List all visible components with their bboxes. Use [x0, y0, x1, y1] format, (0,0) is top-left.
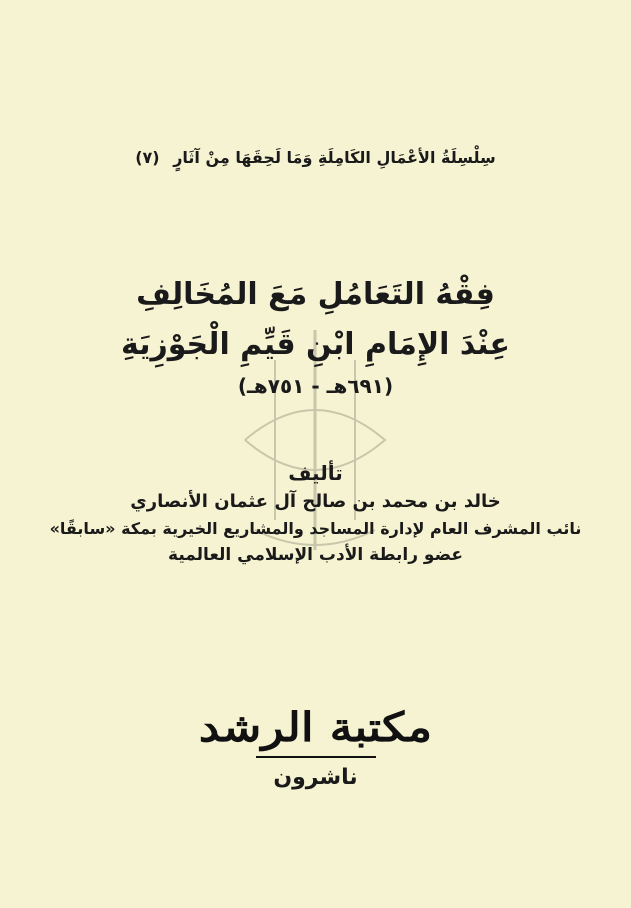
book-title	[0, 270, 631, 402]
author-info	[0, 458, 631, 568]
title-line-1: فِقْهُ التَعَامُلِ مَعَ المُخَالِفِ	[136, 277, 495, 312]
author-membership: عضو رابطة الأدب الإسلامي العالمية	[168, 545, 463, 565]
title-line-2: عِنْدَ الإِمَامِ ابْنِ قَيِّمِ الْجَوْزِيَةِ	[121, 327, 510, 362]
author-role: نائب المشرف العام لإدارة المساجد والمشاريع الخيرية بمكة «سابقًا»	[49, 519, 582, 538]
title-dates: (٦٩١هـ - ٧٥١هـ)	[237, 374, 394, 398]
publisher-logo: مكتبة الرشد	[198, 704, 433, 751]
publisher-subtitle: ناشرون	[273, 765, 358, 790]
series-title	[0, 148, 631, 167]
authorship-label: تأليف	[288, 461, 343, 485]
series-number: (٧)	[135, 148, 160, 167]
author-name: خالد بن محمد بن صالح آل عثمان الأنصاري	[130, 491, 501, 512]
series-text: سِلْسِلَةُ الأعْمَالِ الكَامِلَةِ وَمَا لَحِقَهَا مِنْ آثَارٍ	[173, 148, 496, 167]
publisher-block	[0, 700, 631, 798]
